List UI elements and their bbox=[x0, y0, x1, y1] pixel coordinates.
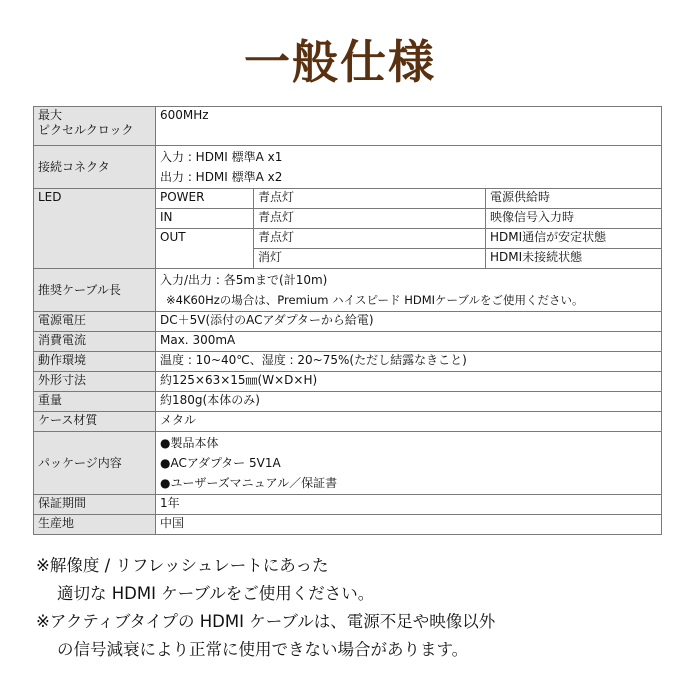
spec-label: 最大 ピクセルクロック bbox=[34, 107, 156, 146]
led-meaning: HDMI未接続状態 bbox=[486, 249, 662, 269]
spec-label: LED bbox=[34, 189, 156, 269]
spec-row-weight bbox=[34, 392, 662, 412]
spec-value: DC＋5V(添付のACアダプターから給電) bbox=[156, 312, 662, 332]
led-name: IN bbox=[156, 209, 254, 229]
spec-label: 接続コネクタ bbox=[34, 146, 156, 189]
package-item: ●ACアダプター 5V1A bbox=[160, 456, 281, 470]
spec-value: 中国 bbox=[156, 515, 662, 535]
spec-row-origin bbox=[34, 515, 662, 535]
led-meaning: HDMI通信が安定状態 bbox=[486, 229, 662, 249]
led-state: 青点灯 bbox=[254, 209, 486, 229]
spec-value: 温度 : 10~40℃、湿度 : 20~75%(ただし結露なきこと) bbox=[156, 352, 662, 372]
spec-label: 動作環境 bbox=[34, 352, 156, 372]
spec-label: 保証期間 bbox=[34, 495, 156, 515]
spec-label: 生産地 bbox=[34, 515, 156, 535]
package-item: ●製品本体 bbox=[160, 436, 219, 450]
spec-value bbox=[156, 269, 662, 312]
cable-note: ※4K60Hzの場合は、Premium ハイスピード HDMIケーブルをご使用ください。 bbox=[166, 293, 584, 307]
spec-label: 電源電圧 bbox=[34, 312, 156, 332]
spec-table bbox=[33, 106, 662, 535]
spec-label: 消費電流 bbox=[34, 332, 156, 352]
spec-row-environment bbox=[34, 352, 662, 372]
spec-row-dimensions bbox=[34, 372, 662, 392]
connector-output: 出力 : HDMI 標準A x2 bbox=[160, 170, 283, 184]
footnote-line: 適切な HDMI ケーブルをご使用ください。 bbox=[57, 584, 375, 603]
spec-value bbox=[156, 432, 662, 495]
spec-row-warranty bbox=[34, 495, 662, 515]
led-name: POWER bbox=[156, 189, 254, 209]
spec-value: 約125×63×15㎜(W×D×H) bbox=[156, 372, 662, 392]
led-name: OUT bbox=[156, 229, 254, 269]
spec-row-led-power bbox=[34, 189, 662, 209]
spec-row-material bbox=[34, 412, 662, 432]
spec-value bbox=[156, 146, 662, 189]
led-meaning: 映像信号入力時 bbox=[486, 209, 662, 229]
spec-value: メタル bbox=[156, 412, 662, 432]
spec-label: 推奨ケーブル長 bbox=[34, 269, 156, 312]
footnotes bbox=[36, 552, 666, 664]
led-state: 消灯 bbox=[254, 249, 486, 269]
footnote-line: ※解像度 / リフレッシュレートにあった bbox=[36, 556, 329, 575]
package-item: ●ユーザーズマニュアル／保証書 bbox=[160, 476, 338, 490]
spec-row-pixel-clock bbox=[34, 107, 662, 146]
spec-label: 外形寸法 bbox=[34, 372, 156, 392]
spec-value: 600MHz bbox=[156, 107, 662, 146]
spec-row-connector bbox=[34, 146, 662, 189]
spec-label: ケース材質 bbox=[34, 412, 156, 432]
footnote-line: の信号減衰により正常に使用できない場合があります。 bbox=[57, 640, 469, 659]
led-state: 青点灯 bbox=[254, 229, 486, 249]
spec-label: パッケージ内容 bbox=[34, 432, 156, 495]
spec-row-current bbox=[34, 332, 662, 352]
led-state: 青点灯 bbox=[254, 189, 486, 209]
spec-value: 1年 bbox=[156, 495, 662, 515]
cable-length: 入力/出力 : 各5mまで(計10m) bbox=[160, 273, 328, 287]
spec-row-package bbox=[34, 432, 662, 495]
spec-value: Max. 300mA bbox=[156, 332, 662, 352]
led-meaning: 電源供給時 bbox=[486, 189, 662, 209]
spec-label: 重量 bbox=[34, 392, 156, 412]
spec-row-voltage bbox=[34, 312, 662, 332]
spec-value: 約180g(本体のみ) bbox=[156, 392, 662, 412]
page-title: 一般仕様 bbox=[244, 35, 436, 89]
spec-row-cable bbox=[34, 269, 662, 312]
footnote-line: ※アクティブタイプの HDMI ケーブルは、電源不足や映像以外 bbox=[36, 612, 496, 631]
connector-input: 入力 : HDMI 標準A x1 bbox=[160, 150, 283, 164]
